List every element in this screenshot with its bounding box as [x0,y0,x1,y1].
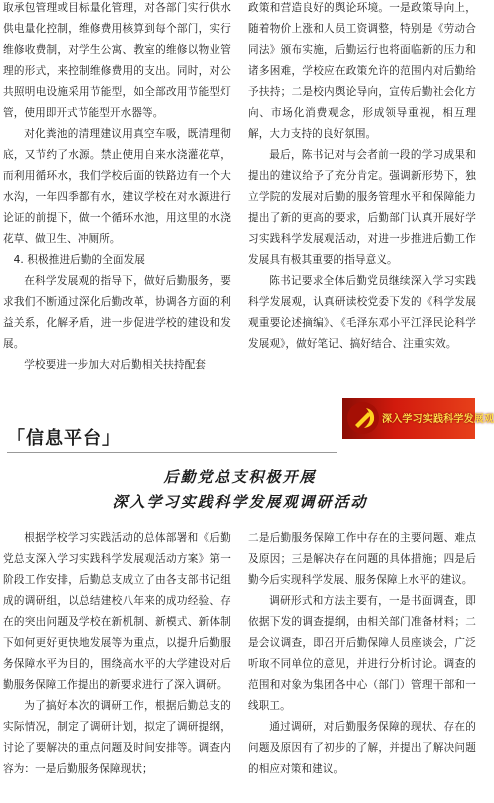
paragraph: 通过调研，对后勤服务保障的现状、存在的问题及原因有了初步的了解，并提出了解决问题的相应对策和建议。 [248,721,476,775]
section-heading: 「信息平台」 [7,428,121,449]
paragraph: 陈书记要求全体后勤党员继续深入学习实践科学发展观，认真研读校党委下发的《科学发展观重要论述摘编》、《毛泽东邓小平江泽民论科学发展观》，做好笔记、搞好结合、注重实效。 [248,275,476,350]
paragraph: 在科学发展观的指导下，做好后勤服务，要求我们不断通过深化后勤改革，协调各方面的利益关系，化解矛盾，进一步促进学校的建设和发展。 [3,275,231,350]
paragraph: 政策和营造良好的舆论环境。一是政策导向上，随着物价上涨和人员工资调整，特别是《劳动合同法》颁布实施，后勤运行也将面临新的压力和诸多困难，学校应在政策允许的范围内对后勤给予扶持；二是校内舆论导向，宣传后勤社会化方向、市场化消费观念，形成领导重视，相互理解，大力支持的良好氛围。 [248,2,476,140]
paragraph: 为了搞好本次的调研工作，根据后勤总支的实际情况，制定了调研计划，拟定了调研提纲，讨论了要解决的重点问题及时间安排等。调查内容为：一是后勤服务保障现状； [3,700,231,775]
paragraph: 最后，陈书记对与会者前一段的学习成果和提出的建议给予了充分肯定。强调新形势下，独立学院的发展对后勤的服务管理水平和保障能力提出了新的更高的要求，后勤部门认真开展好学习实践科学发展观活动，对进一步推进后勤工作发展具有极其重要的指导意义。 [248,149,476,266]
top-right-column [248,0,476,355]
paragraph: 取承包管理或目标量化管理，对各部门实行供水供电量化控制，维修费用核算到每个部门，实行维修收费制，对学生公寓、教室的维修以物业管理的形式，来控制维修费用的支出。同时，对公共照明电设施采用节能型，如全部改用节能型灯管，使用即开式节能型开水器等。 [3,2,231,119]
paragraph: 二是后勤服务保障工作中存在的主要问题、难点及原因；三是解决存在问题的具体措施；四是后勤今后实现科学发展、服务保障上水平的建议。 [248,532,476,586]
party-emblem-icon [346,401,380,435]
article-title-line2: 深入学习实践科学发展观调研活动 [112,493,368,511]
subheading: 4. 积极推进后勤的全面发展 [13,254,145,266]
paragraph: 学校要进一步加大对后勤相关扶持配套 [24,359,206,371]
paragraph: 调研形式和方法主要有，一是书面调查，即依据下发的调查提纲，由相关部门准备材料；二是会议调查，即召开后勤保障人员座谈会，广泛听取不同单位的意见，并进行分析讨论。调查的范围和对象为集团各中心（部门）管理干部和一线职工。 [248,595,476,712]
article-title-line1: 后勤党总支积极开展 [163,468,317,486]
article-left-column [3,528,231,780]
study-campaign-banner [342,398,494,439]
paragraph: 对化粪池的清理建议用真空车吸，既清理彻底，又节约了水源。禁止使用自来水浇灌花草，而利用循环水，我们学校后面的铁路边有一个大水沟，一年四季都有水，建议学校在对水源进行论证的前提下，做一个循环水池，用这里的水浇花草、做卫生、冲厕所。 [3,128,231,245]
banner-text: 深入学习实践科学发展观 [382,414,494,425]
article-right-column [248,528,476,780]
top-left-column [3,0,231,376]
paragraph: 根据学校学习实践活动的总体部署和《后勤党总支深入学习实践科学发展观活动方案》第一阶段工作安排，后勤总支成立了由各支部书记组成的调研组，以总结建校八年来的成功经验、存在的突出问题及学校在新机制、新模式、新体制下如何更好更快地发展等为重点，以提升后勤服务保障水平为目的，围绕高水平的大学建设对后勤服务保障工作提出的新要求进行了深入调研。 [3,532,231,691]
divider [7,452,337,453]
